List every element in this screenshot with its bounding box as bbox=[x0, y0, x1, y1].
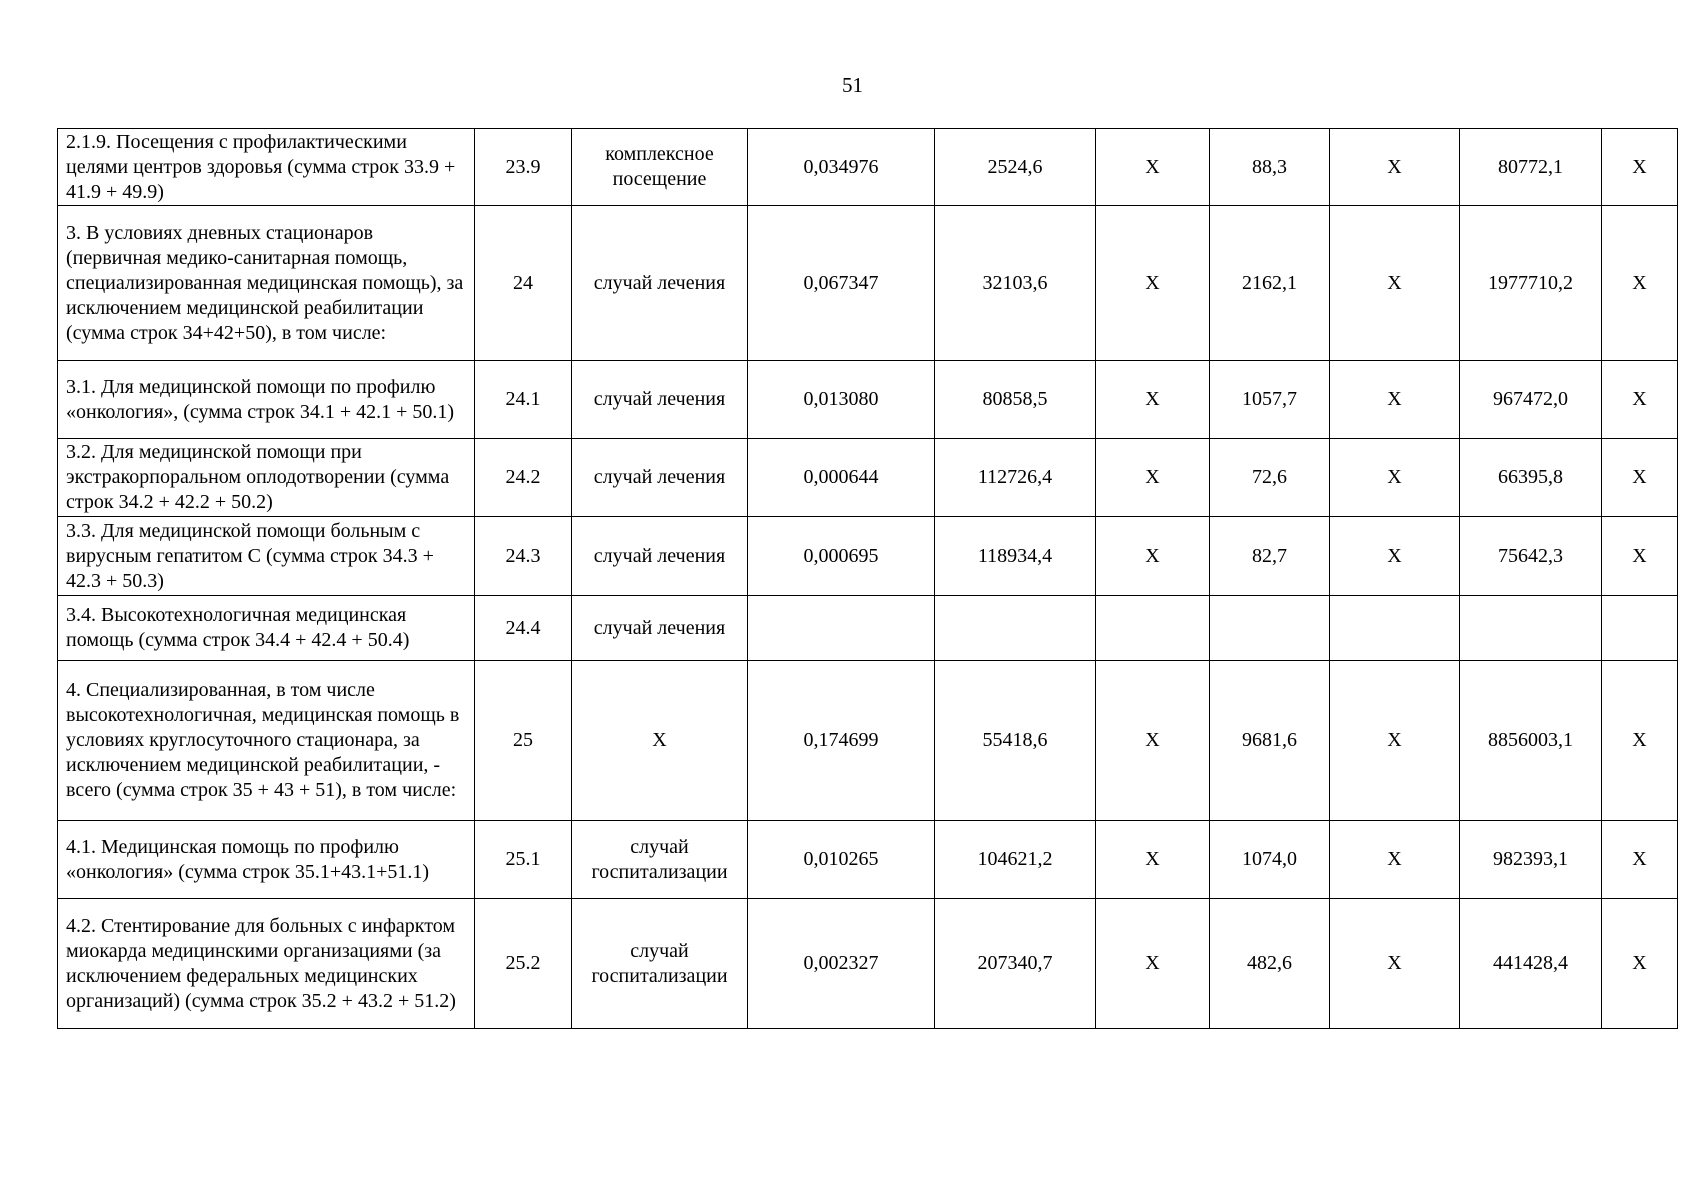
value-cell: X bbox=[1602, 206, 1678, 361]
row-name: 3.3. Для медицинской помощи больным с вирусным гепатитом С (сумма строк 34.3 + 42.3 + 50.3) bbox=[58, 517, 475, 596]
value-cell: 88,3 bbox=[1210, 129, 1330, 206]
value-cell: X bbox=[1330, 517, 1460, 596]
value-cell bbox=[1602, 596, 1678, 661]
row-name: 4. Специализированная, в том числе высокотехнологичная, медицинская помощь в условиях круглосуточного стационара, за исключением медицинской реабилитации, - всего (сумма строк 35 + 43 + 51), в том числе: bbox=[58, 661, 475, 821]
volume-norm: 0,174699 bbox=[748, 661, 935, 821]
table-row bbox=[58, 206, 1678, 361]
cost-norm: 55418,6 bbox=[935, 661, 1096, 821]
cost-norm: 80858,5 bbox=[935, 361, 1096, 439]
unit-of-measure: случай госпитализации bbox=[572, 821, 748, 899]
value-cell: X bbox=[1330, 361, 1460, 439]
value-cell: 1057,7 bbox=[1210, 361, 1330, 439]
value-cell: 1074,0 bbox=[1210, 821, 1330, 899]
value-cell: X bbox=[1330, 129, 1460, 206]
value-cell: 982393,1 bbox=[1460, 821, 1602, 899]
table-body bbox=[58, 129, 1678, 1029]
unit-of-measure: случай лечения bbox=[572, 596, 748, 661]
row-name: 2.1.9. Посещения с профилактическими целями центров здоровья (сумма строк 33.9 + 41.9 + 49.9) bbox=[58, 129, 475, 206]
row-number: 24.2 bbox=[475, 439, 572, 517]
value-cell: X bbox=[1096, 206, 1210, 361]
volume-norm: 0,000644 bbox=[748, 439, 935, 517]
unit-of-measure: случай лечения bbox=[572, 206, 748, 361]
volume-norm bbox=[748, 596, 935, 661]
volume-norm: 0,000695 bbox=[748, 517, 935, 596]
value-cell: X bbox=[1096, 661, 1210, 821]
value-cell: X bbox=[1096, 517, 1210, 596]
row-name: 4.1. Медицинская помощь по профилю «онкология» (сумма строк 35.1+43.1+51.1) bbox=[58, 821, 475, 899]
cost-norm: 104621,2 bbox=[935, 821, 1096, 899]
value-cell: 9681,6 bbox=[1210, 661, 1330, 821]
row-number: 24 bbox=[475, 206, 572, 361]
table-row bbox=[58, 129, 1678, 206]
table-row bbox=[58, 361, 1678, 439]
row-number: 25 bbox=[475, 661, 572, 821]
value-cell bbox=[1460, 596, 1602, 661]
value-cell: X bbox=[1330, 661, 1460, 821]
value-cell: X bbox=[1096, 899, 1210, 1029]
value-cell: 80772,1 bbox=[1460, 129, 1602, 206]
value-cell: X bbox=[1602, 129, 1678, 206]
value-cell: X bbox=[1602, 661, 1678, 821]
unit-of-measure: комплексное посещение bbox=[572, 129, 748, 206]
page-number: 51 bbox=[842, 73, 863, 97]
row-number: 24.3 bbox=[475, 517, 572, 596]
row-name: 4.2. Стентирование для больных с инфарктом миокарда медицинскими организациями (за исключением федеральных медицинских организаций) (сумма строк 35.2 + 43.2 + 51.2) bbox=[58, 899, 475, 1029]
row-number: 24.4 bbox=[475, 596, 572, 661]
value-cell: 66395,8 bbox=[1460, 439, 1602, 517]
value-cell: X bbox=[1096, 129, 1210, 206]
table-row bbox=[58, 596, 1678, 661]
value-cell bbox=[1330, 596, 1460, 661]
row-name: 3.1. Для медицинской помощи по профилю «онкология», (сумма строк 34.1 + 42.1 + 50.1) bbox=[58, 361, 475, 439]
value-cell: 8856003,1 bbox=[1460, 661, 1602, 821]
cost-norm: 118934,4 bbox=[935, 517, 1096, 596]
value-cell: X bbox=[1330, 899, 1460, 1029]
row-name: 3.4. Высокотехнологичная медицинская помощь (сумма строк 34.4 + 42.4 + 50.4) bbox=[58, 596, 475, 661]
value-cell: X bbox=[1602, 899, 1678, 1029]
unit-of-measure: случай госпитализации bbox=[572, 899, 748, 1029]
value-cell: X bbox=[1602, 821, 1678, 899]
row-number: 23.9 bbox=[475, 129, 572, 206]
volume-norm: 0,013080 bbox=[748, 361, 935, 439]
unit-of-measure: случай лечения bbox=[572, 439, 748, 517]
volume-norm: 0,010265 bbox=[748, 821, 935, 899]
volume-norm: 0,067347 bbox=[748, 206, 935, 361]
value-cell: X bbox=[1096, 821, 1210, 899]
value-cell: X bbox=[1602, 361, 1678, 439]
row-name: 3. В условиях дневных стационаров (первичная медико-санитарная помощь, специализированная медицинская помощь), за исключением медицинской реабилитации (сумма строк 34+42+50), в том числе: bbox=[58, 206, 475, 361]
value-cell: 967472,0 bbox=[1460, 361, 1602, 439]
table-row bbox=[58, 899, 1678, 1029]
value-cell: 72,6 bbox=[1210, 439, 1330, 517]
row-number: 25.1 bbox=[475, 821, 572, 899]
volume-norm: 0,034976 bbox=[748, 129, 935, 206]
value-cell: 82,7 bbox=[1210, 517, 1330, 596]
value-cell: X bbox=[1330, 206, 1460, 361]
cost-norm bbox=[935, 596, 1096, 661]
data-table bbox=[57, 128, 1678, 1029]
volume-norm: 0,002327 bbox=[748, 899, 935, 1029]
value-cell bbox=[1210, 596, 1330, 661]
table-row bbox=[58, 661, 1678, 821]
table-row bbox=[58, 517, 1678, 596]
value-cell: X bbox=[1330, 439, 1460, 517]
value-cell: 75642,3 bbox=[1460, 517, 1602, 596]
cost-norm: 112726,4 bbox=[935, 439, 1096, 517]
value-cell: 2162,1 bbox=[1210, 206, 1330, 361]
table-row bbox=[58, 439, 1678, 517]
value-cell: X bbox=[1602, 517, 1678, 596]
cost-norm: 2524,6 bbox=[935, 129, 1096, 206]
row-name: 3.2. Для медицинской помощи при экстракорпоральном оплодотворении (сумма строк 34.2 + 42.2 + 50.2) bbox=[58, 439, 475, 517]
value-cell: X bbox=[1096, 361, 1210, 439]
row-number: 24.1 bbox=[475, 361, 572, 439]
value-cell: X bbox=[1096, 439, 1210, 517]
row-number: 25.2 bbox=[475, 899, 572, 1029]
value-cell bbox=[1096, 596, 1210, 661]
cost-norm: 32103,6 bbox=[935, 206, 1096, 361]
unit-of-measure: X bbox=[572, 661, 748, 821]
value-cell: 441428,4 bbox=[1460, 899, 1602, 1029]
unit-of-measure: случай лечения bbox=[572, 517, 748, 596]
value-cell: X bbox=[1602, 439, 1678, 517]
table-row bbox=[58, 821, 1678, 899]
value-cell: 482,6 bbox=[1210, 899, 1330, 1029]
cost-norm: 207340,7 bbox=[935, 899, 1096, 1029]
unit-of-measure: случай лечения bbox=[572, 361, 748, 439]
value-cell: 1977710,2 bbox=[1460, 206, 1602, 361]
value-cell: X bbox=[1330, 821, 1460, 899]
